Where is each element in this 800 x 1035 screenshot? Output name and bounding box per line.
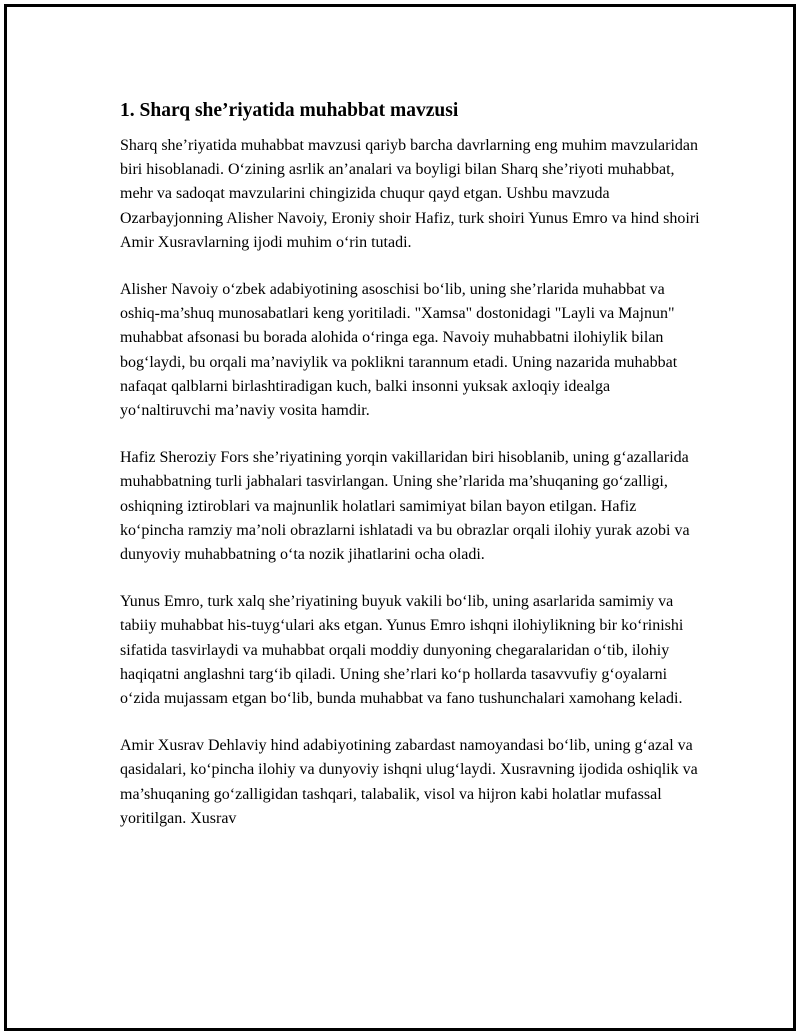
document-body bbox=[120, 97, 700, 854]
section-heading: 1. Sharq she’riyatida muhabbat mavzusi bbox=[120, 100, 459, 121]
paragraph-yunus-emro: Yunus Emro, turk xalq she’riyatining buyuk vakili bo‘lib, uning asarlarida samimiy va tabiiy muhabbat his-tuyg‘ulari aks etgan. Yunus Emro ishqni ilohiylikning bir ko‘rinishi sifatida tasvirlaydi va muhabbat orqali moddiy dunyoning chegaralaridan o‘tib, ilohiy haqiqatni anglashni targ‘ib qiladi. Uning she’rlari ko‘p hollarda tasavvufiy g‘oyalarni o‘zida mujassam etgan bo‘lib, bunda muhabbat va fano tushunchalari xamohang keladi. bbox=[120, 593, 684, 708]
page-frame bbox=[4, 4, 796, 1031]
paragraph-hafiz: Hafiz Sheroziy Fors she’riyatining yorqin vakillaridan biri hisoblanib, uning g‘azallarida muhabbatning turli jabhalari tasvirlangan. Uning she’rlarida ma’shuqaning go‘zalligi, oshiqning iztiroblari va majnunlik holatlari samimiyat bilan bayon etilgan. Hafiz ko‘pincha ramziy ma’noli obrazlarni ishlatadi va bu obrazlar orqali ilohiy yurak azobi va dunyoviy muhabbatning o‘ta nozik jihatlarini ocha oladi. bbox=[120, 449, 690, 564]
paragraph-intro: Sharq she’riyatida muhabbat mavzusi qariyb barcha davrlarning eng muhim mavzularidan biri hisoblanadi. O‘zining asrlik an’analari va boyligi bilan Sharq she’riyoti muhabbat, mehr va sadoqat mavzularini chingizida chuqur qayd etgan. Ushbu mavzuda Ozarbayjonning Alisher Navoiy, Eroniy shoir Hafiz, turk shoiri Yunus Emro va hind shoiri Amir Xusravlarning ijodi muhim o‘rin tutadi. bbox=[120, 137, 700, 251]
paragraph-navoiy: Alisher Navoiy o‘zbek adabiyotining asoschisi bo‘lib, uning she’rlarida muhabbat va oshiq-ma’shuq munosabatlari keng yoritiladi. "Xamsa" dostonidagi "Layli va Majnun" muhabbat afsonasi bu borada alohida o‘ringa ega. Navoiy muhabbatni ilohiylik bilan bog‘laydi, bu orqali ma’naviylik va poklikni tarannum etadi. Uning nazarida muhabbat nafaqat qalblarni birlashtiradigan kuch, balki insonni yuksak axloqiy idealga yo‘naltiruvchi ma’naviy vosita hamdir. bbox=[120, 281, 678, 420]
paragraph-amir-xusrav: Amir Xusrav Dehlaviy hind adabiyotining zabardast namoyandasi bo‘lib, uning g‘azal va qasidalari, ko‘pincha ilohiy va dunyoviy ishqni ulug‘laydi. Xusravning ijodida oshiqlik va ma’shuqaning go‘zalligidan tashqari, talabalik, visol va hijron kabi holatlar mufassal yoritilgan. Xusrav bbox=[120, 737, 698, 827]
